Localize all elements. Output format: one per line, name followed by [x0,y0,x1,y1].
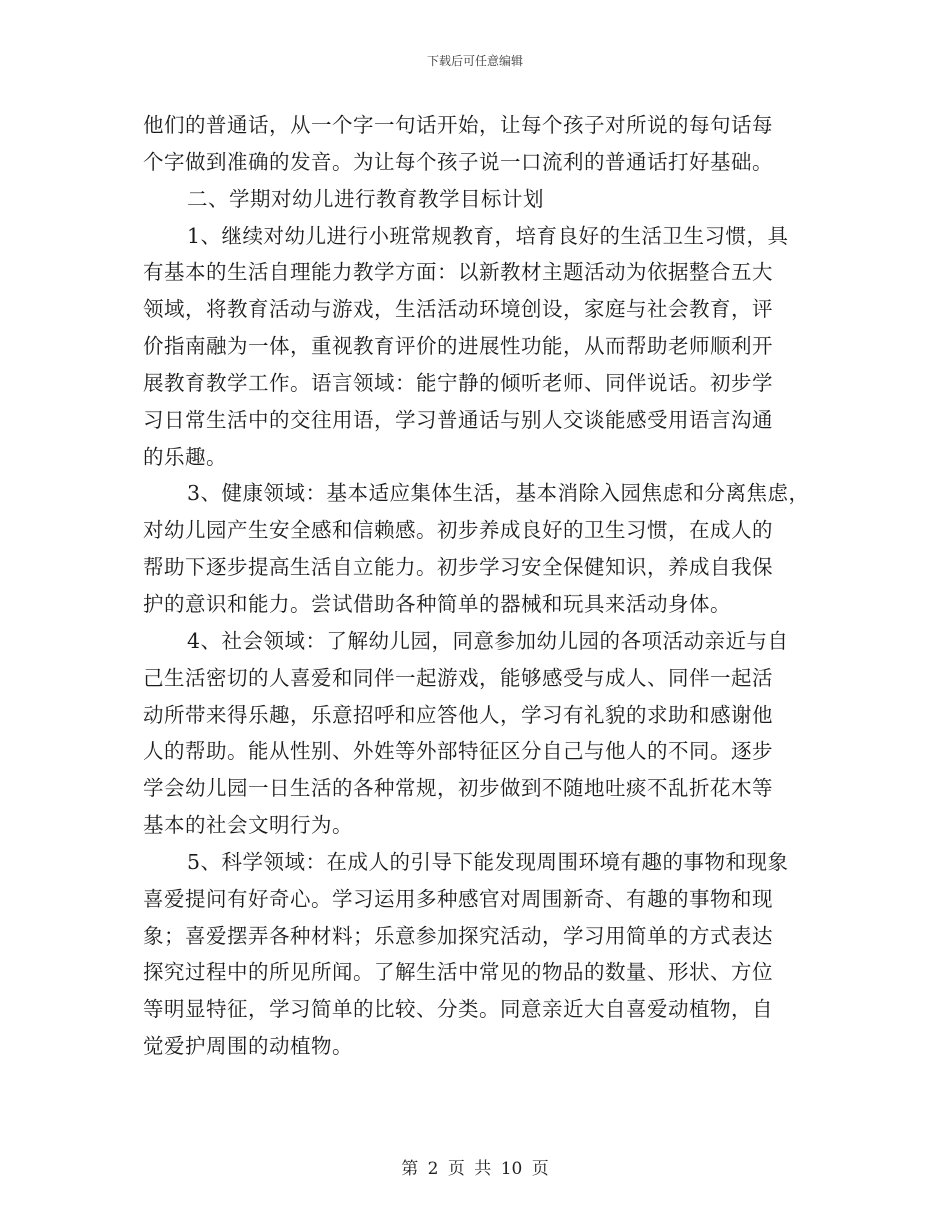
text-line: 己生活密切的人喜爱和同伴一起游戏，能够感受与成人、同伴一起活 [143,665,773,690]
text-line: 展教育教学工作。语言领域：能宁静的倾听老师、同伴说话。初步学 [143,370,773,395]
text-line: 1、继续对幼儿进行小班常规教育，培育良好的生活卫生习惯，具 [187,223,789,248]
text-line: 象；喜爱摆弄各种材料；乐意参加探究活动，学习用简单的方式表达 [143,923,773,948]
page-number: 第 2 页 共 10 页 [401,1159,549,1179]
text-line: 护的意识和能力。尝试借助各种简单的器械和玩具来活动身体。 [143,591,731,616]
text-line: 学会幼儿园一日生活的各种常规，初步做到不随地吐痰不乱折花木等 [143,776,773,801]
text-line: 探究过程中的所见所闻。了解生活中常见的物品的数量、形状、方位 [143,960,773,985]
text-line: 对幼儿园产生安全感和信赖感。初步养成良好的卫生习惯，在成人的 [143,518,773,543]
text-line: 他们的普通话，从一个字一句话开始，让每个孩子对所说的每句话每 [143,113,773,137]
text-line: 觉爱护周围的动植物。 [143,1034,353,1059]
text-line: 人的帮助。能从性别、外姓等外部特征区分自己与他人的不同。逐步 [143,739,773,764]
text-line: 个字做到准确的发音。为让每个孩子说一口流利的普通话打好基础。 [143,149,773,174]
text-line: 喜爱提问有好奇心。学习运用多种感官对周围新奇、有趣的事物和现 [143,886,773,911]
text-line: 领域，将教育活动与游戏，生活活动环境创设，家庭与社会教育，评 [143,297,773,322]
document-body [143,107,823,1065]
text-line: 价指南融为一体，重视教育评价的进展性功能，从而帮助老师顺利开 [143,334,773,359]
text-line: 4、社会领域：了解幼儿园，同意参加幼儿园的各项活动亲近与自 [187,628,789,653]
text-line: 二、学期对幼儿进行教育教学目标计划 [187,186,544,211]
text-line: 有基本的生活自理能力教学方面：以新教材主题活动为依据整合五大 [143,260,773,285]
text-line: 帮助下逐步提高生活自立能力。初步学习安全保健知识，养成自我保 [143,555,773,580]
text-line: 习日常生活中的交往用语，学习普通话与别人交谈能感受用语言沟通 [143,407,773,432]
text-line: 动所带来得乐趣，乐意招呼和应答他人，学习有礼貌的求助和感谢他 [143,702,773,727]
text-line: 的乐趣。 [143,444,227,469]
text-line: 5、科学领域：在成人的引导下能发现周围环境有趣的事物和现象 [187,849,789,874]
page-header-note: 下载后可任意编辑 [426,54,523,68]
text-line: 3、健康领域：基本适应集体生活，基本消除入园焦虑和分离焦虑， [187,481,810,506]
text-line: 基本的社会文明行为。 [143,813,353,838]
text-line: 等明显特征，学习简单的比较、分类。同意亲近大自喜爱动植物，自 [143,997,773,1022]
